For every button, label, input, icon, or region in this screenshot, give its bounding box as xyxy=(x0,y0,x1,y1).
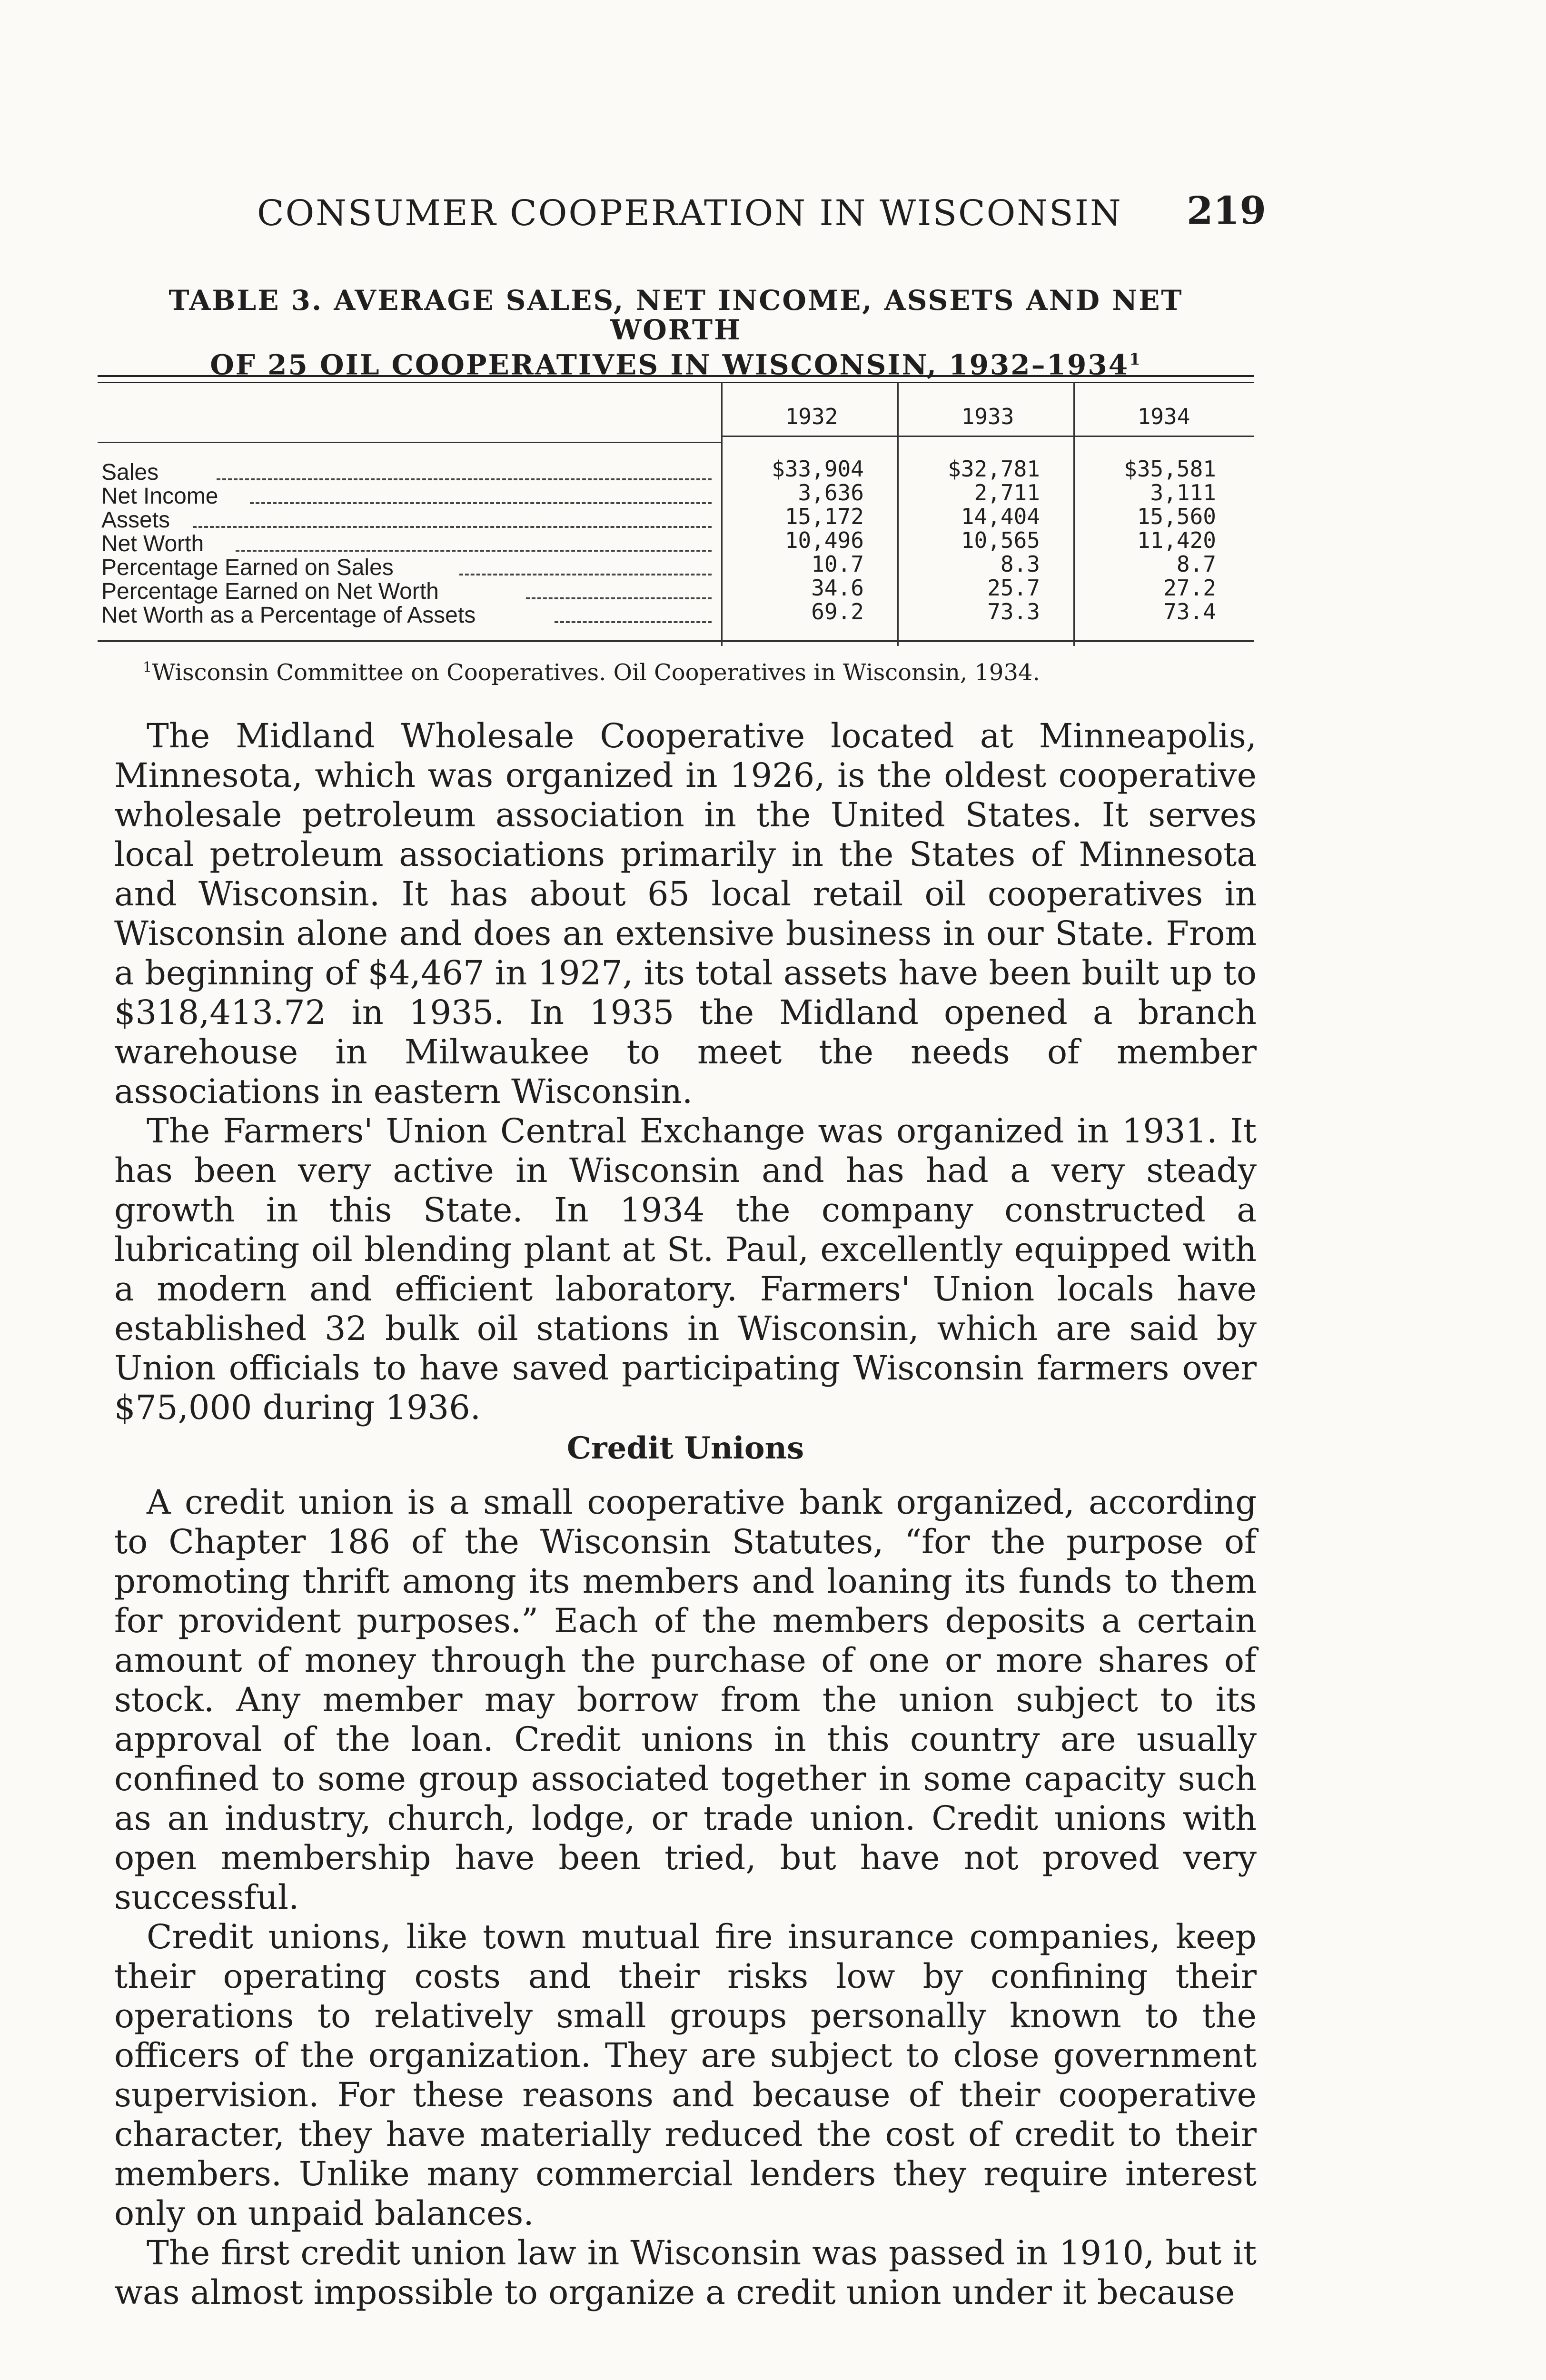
cell-value: 25.7 xyxy=(987,575,1040,601)
table-caption xyxy=(100,286,1252,379)
dot-leader xyxy=(236,550,712,552)
table-footnote: $^1$Wisconsin Committee on Cooperatives. Oil Cooperatives in Wisconsin, 1934. xyxy=(143,659,1040,686)
cell-value: 3,636 xyxy=(798,480,864,506)
cell-value: 10,496 xyxy=(784,527,864,553)
column-divider xyxy=(721,382,723,646)
body-text-top xyxy=(114,716,1257,1428)
cell-value: 15,560 xyxy=(1137,504,1216,529)
paragraph: Credit unions, like town mutual fire insurance companies, keep their operating costs and their risks low by confining their operations to relatively small groups personally known to the officers of the organization. They are subject to close government supervision. For these reasons and because of their cooperative character, they have materially reduced the cost of credit to their members. Unlike many commercial lenders they require interest only on unpaid balances. xyxy=(114,1917,1257,2233)
paragraph: The first credit union law in Wisconsin was passed in 1910, but it was almost impossible to organize a credit union under it because xyxy=(114,2233,1257,2312)
running-title: CONSUMER COOPERATION IN WISCONSIN xyxy=(257,193,1122,234)
dot-leader xyxy=(526,597,712,599)
table-caption-line-1: TABLE 3. AVERAGE SALES, NET INCOME, ASSETS AND NET WORTH xyxy=(168,284,1183,346)
paragraph: A credit union is a small cooperative bank organized, according to Chapter 186 of the Wisconsin Statutes, “for the purpose of promoting thrift among its members and loaning its funds to them for provident purposes.” Each of the members deposits a certain amount of money through the purchase of one or more shares of stock. Any member may borrow from the union subject to its approval of the loan. Credit unions in this country are usually confined to some group associated together in some capacity such as an industry, church, lodge, or trade union. Credit unions with open membership have been tried, but have not proved very successful. xyxy=(114,1483,1257,1917)
row-label: Assets xyxy=(101,507,170,533)
cell-value: 15,172 xyxy=(784,504,864,529)
cell-value: 73.3 xyxy=(987,599,1040,625)
cell-value: 3,111 xyxy=(1150,480,1216,506)
body-text-bottom xyxy=(114,1483,1257,2312)
cell-value: 14,404 xyxy=(961,504,1040,529)
cell-value: 8.3 xyxy=(1000,551,1040,577)
table-bottom-rule xyxy=(98,640,1254,642)
dot-leader xyxy=(250,502,712,504)
stub-rule xyxy=(98,442,721,443)
cell-value: 27.2 xyxy=(1163,575,1216,601)
row-label: Sales xyxy=(101,460,159,485)
dot-leader xyxy=(193,526,712,528)
column-header-1933: 1933 xyxy=(961,404,1014,429)
row-label: Percentage Earned on Net Worth xyxy=(101,579,439,604)
column-divider xyxy=(897,382,899,646)
dot-leader xyxy=(459,574,712,575)
page-header xyxy=(257,188,1266,245)
cell-value: 8.7 xyxy=(1176,551,1216,577)
cell-value: $32,781 xyxy=(948,456,1040,482)
column-header-1934: 1934 xyxy=(1137,404,1190,429)
section-heading: Credit Unions xyxy=(566,1430,804,1466)
row-label: Net Worth xyxy=(101,531,204,556)
cell-value: 2,711 xyxy=(974,480,1040,506)
dot-leader xyxy=(217,478,712,480)
paragraph: The Farmers' Union Central Exchange was organized in 1931. It has been very active in Wisconsin and has had a very steady growth in this State. In 1934 the company constructed a lubricating oil blending plant at St. Paul, excellently equipped with a modern and efficient laboratory. Farmers' Union locals have established 32 bulk oil stations in Wisconsin, which are said by Union officials to have saved participating Wisconsin farmers over $75,000 during 1936. xyxy=(114,1111,1257,1427)
cell-value: 11,420 xyxy=(1137,527,1216,553)
cell-value: 34.6 xyxy=(811,575,864,601)
cell-value: 73.4 xyxy=(1163,599,1216,625)
page-number: 219 xyxy=(1187,188,1266,233)
table-caption-line-2: OF 25 OIL COOPERATIVES IN WISCONSIN, 1932–1934$^1$ xyxy=(210,348,1142,381)
row-label: Net Income xyxy=(101,484,218,509)
cell-value: $33,904 xyxy=(772,456,864,482)
paragraph: The Midland Wholesale Cooperative located at Minneapolis, Minnesota, which was organized in 1926, is the oldest cooperative wholesale petroleum association in the United States. It serves local petroleum associations primarily in the States of Minnesota and Wisconsin. It has about 65 local retail oil cooperatives in Wisconsin alone and does an extensive business in our State. From a beginning of $4,467 in 1927, its total assets have been built up to $318,413.72 in 1935. In 1935 the Midland opened a branch warehouse in Milwaukee to meet the needs of member associations in eastern Wisconsin. xyxy=(114,716,1257,1111)
row-label: Net Worth as a Percentage of Assets xyxy=(101,603,476,628)
cell-value: $35,581 xyxy=(1124,456,1216,482)
table-top-rule xyxy=(98,375,1254,383)
header-rule xyxy=(721,436,1254,437)
row-label: Percentage Earned on Sales xyxy=(101,555,394,580)
cell-value: 10,565 xyxy=(961,527,1040,553)
cell-value: 69.2 xyxy=(811,599,864,625)
column-divider xyxy=(1073,382,1075,646)
caption-footnote-mark: 1 xyxy=(1129,350,1142,369)
dot-leader xyxy=(555,621,712,623)
cell-value: 10.7 xyxy=(811,551,864,577)
column-header-1932: 1932 xyxy=(785,404,838,429)
footnote-mark: 1 xyxy=(143,659,152,676)
